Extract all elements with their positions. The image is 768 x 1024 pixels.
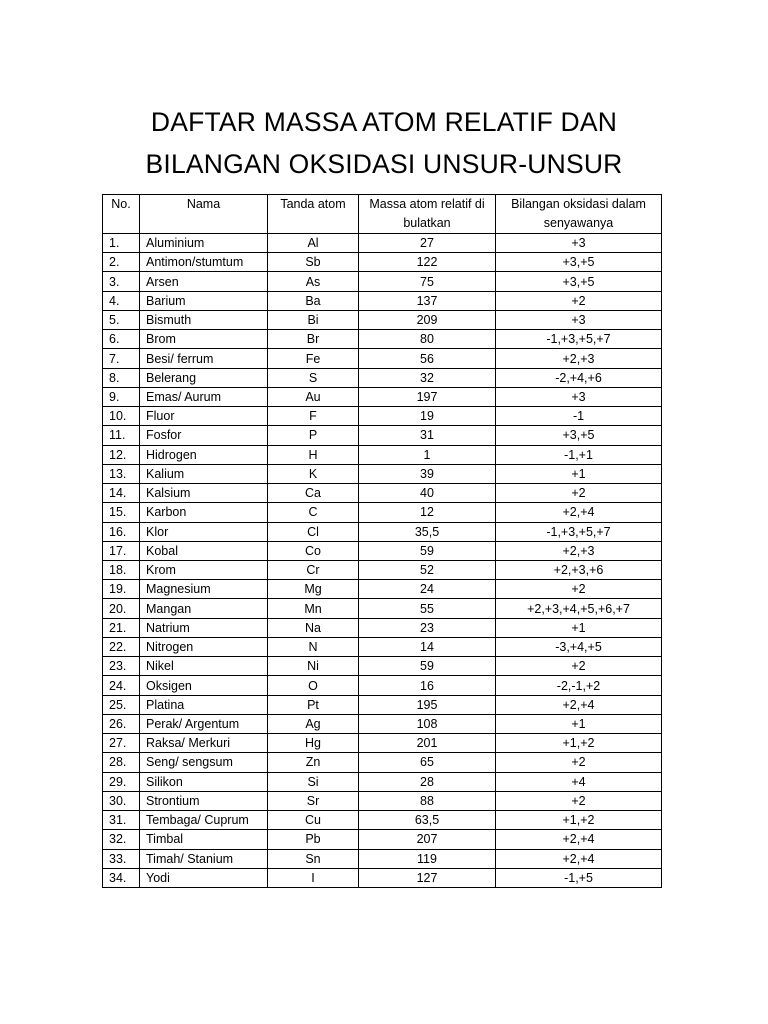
- cell-tanda-atom: Ag: [268, 714, 359, 733]
- cell-tanda-atom: Pt: [268, 695, 359, 714]
- cell-bilangan-oksidasi: -2,+4,+6: [496, 368, 662, 387]
- cell-no: 1.: [103, 234, 140, 253]
- cell-nama: Silikon: [140, 772, 268, 791]
- cell-tanda-atom: Bi: [268, 310, 359, 329]
- cell-massa-atom: 23: [359, 618, 496, 637]
- cell-no: 23.: [103, 657, 140, 676]
- table-row: [103, 464, 662, 483]
- cell-no: 15.: [103, 503, 140, 522]
- cell-tanda-atom: Sn: [268, 849, 359, 868]
- cell-tanda-atom: Mg: [268, 580, 359, 599]
- cell-bilangan-oksidasi: +2,+4: [496, 830, 662, 849]
- cell-no: 21.: [103, 618, 140, 637]
- table-row: [103, 830, 662, 849]
- cell-bilangan-oksidasi: +1,+2: [496, 734, 662, 753]
- cell-massa-atom: 75: [359, 272, 496, 291]
- cell-nama: Fluor: [140, 407, 268, 426]
- cell-tanda-atom: O: [268, 676, 359, 695]
- cell-no: 33.: [103, 849, 140, 868]
- cell-bilangan-oksidasi: +1: [496, 464, 662, 483]
- cell-massa-atom: 207: [359, 830, 496, 849]
- cell-massa-atom: 27: [359, 234, 496, 253]
- cell-no: 2.: [103, 253, 140, 272]
- table-row: [103, 753, 662, 772]
- cell-no: 25.: [103, 695, 140, 714]
- header-bilangan-oksidasi: Bilangan oksidasi dalam senyawanya: [496, 195, 662, 234]
- cell-bilangan-oksidasi: +2: [496, 791, 662, 810]
- table-row: [103, 772, 662, 791]
- cell-massa-atom: 31: [359, 426, 496, 445]
- table-row: [103, 714, 662, 733]
- cell-massa-atom: 1: [359, 445, 496, 464]
- cell-nama: Strontium: [140, 791, 268, 810]
- cell-no: 12.: [103, 445, 140, 464]
- cell-tanda-atom: N: [268, 637, 359, 656]
- cell-tanda-atom: Ni: [268, 657, 359, 676]
- cell-nama: Arsen: [140, 272, 268, 291]
- table-row: [103, 291, 662, 310]
- cell-massa-atom: 35,5: [359, 522, 496, 541]
- cell-tanda-atom: Sr: [268, 791, 359, 810]
- table-row: [103, 426, 662, 445]
- cell-massa-atom: 65: [359, 753, 496, 772]
- cell-no: 18.: [103, 560, 140, 579]
- cell-tanda-atom: H: [268, 445, 359, 464]
- cell-bilangan-oksidasi: +1: [496, 618, 662, 637]
- cell-bilangan-oksidasi: +1: [496, 714, 662, 733]
- cell-bilangan-oksidasi: +2,+3,+6: [496, 560, 662, 579]
- cell-tanda-atom: F: [268, 407, 359, 426]
- cell-no: 31.: [103, 811, 140, 830]
- cell-bilangan-oksidasi: +3: [496, 234, 662, 253]
- cell-bilangan-oksidasi: +3,+5: [496, 426, 662, 445]
- cell-massa-atom: 59: [359, 657, 496, 676]
- cell-massa-atom: 122: [359, 253, 496, 272]
- cell-nama: Kobal: [140, 541, 268, 560]
- cell-massa-atom: 28: [359, 772, 496, 791]
- cell-nama: Kalium: [140, 464, 268, 483]
- cell-bilangan-oksidasi: +4: [496, 772, 662, 791]
- cell-nama: Krom: [140, 560, 268, 579]
- table-row: [103, 811, 662, 830]
- cell-nama: Emas/ Aurum: [140, 387, 268, 406]
- cell-tanda-atom: Cr: [268, 560, 359, 579]
- cell-bilangan-oksidasi: +3,+5: [496, 253, 662, 272]
- cell-massa-atom: 80: [359, 330, 496, 349]
- table-row: [103, 849, 662, 868]
- cell-massa-atom: 88: [359, 791, 496, 810]
- cell-nama: Hidrogen: [140, 445, 268, 464]
- cell-massa-atom: 137: [359, 291, 496, 310]
- cell-tanda-atom: Pb: [268, 830, 359, 849]
- cell-nama: Nitrogen: [140, 637, 268, 656]
- cell-massa-atom: 39: [359, 464, 496, 483]
- cell-bilangan-oksidasi: -2,-1,+2: [496, 676, 662, 695]
- cell-no: 17.: [103, 541, 140, 560]
- title-line-2: BILANGAN OKSIDASI UNSUR-UNSUR: [145, 149, 623, 179]
- cell-no: 6.: [103, 330, 140, 349]
- cell-bilangan-oksidasi: +2,+3: [496, 541, 662, 560]
- cell-massa-atom: 40: [359, 484, 496, 503]
- cell-nama: Fosfor: [140, 426, 268, 445]
- cell-bilangan-oksidasi: +2: [496, 484, 662, 503]
- table-row: [103, 349, 662, 368]
- cell-no: 16.: [103, 522, 140, 541]
- cell-no: 30.: [103, 791, 140, 810]
- cell-no: 3.: [103, 272, 140, 291]
- cell-nama: Tembaga/ Cuprum: [140, 811, 268, 830]
- cell-nama: Raksa/ Merkuri: [140, 734, 268, 753]
- table-body: [103, 234, 662, 888]
- cell-tanda-atom: Co: [268, 541, 359, 560]
- cell-nama: Antimon/stumtum: [140, 253, 268, 272]
- cell-bilangan-oksidasi: +3: [496, 310, 662, 329]
- cell-nama: Natrium: [140, 618, 268, 637]
- cell-tanda-atom: Zn: [268, 753, 359, 772]
- cell-nama: Magnesium: [140, 580, 268, 599]
- cell-tanda-atom: Si: [268, 772, 359, 791]
- cell-nama: Timah/ Stanium: [140, 849, 268, 868]
- cell-massa-atom: 63,5: [359, 811, 496, 830]
- table-row: [103, 580, 662, 599]
- table-row: [103, 657, 662, 676]
- cell-massa-atom: 14: [359, 637, 496, 656]
- cell-bilangan-oksidasi: +1,+2: [496, 811, 662, 830]
- cell-bilangan-oksidasi: -1,+3,+5,+7: [496, 522, 662, 541]
- cell-bilangan-oksidasi: +2: [496, 580, 662, 599]
- cell-nama: Bismuth: [140, 310, 268, 329]
- table-row: [103, 599, 662, 618]
- cell-no: 9.: [103, 387, 140, 406]
- cell-no: 20.: [103, 599, 140, 618]
- cell-bilangan-oksidasi: +2: [496, 753, 662, 772]
- cell-tanda-atom: Al: [268, 234, 359, 253]
- cell-no: 28.: [103, 753, 140, 772]
- table-row: [103, 272, 662, 291]
- table-row: [103, 484, 662, 503]
- cell-nama: Mangan: [140, 599, 268, 618]
- cell-massa-atom: 195: [359, 695, 496, 714]
- cell-bilangan-oksidasi: +2,+4: [496, 503, 662, 522]
- cell-massa-atom: 56: [359, 349, 496, 368]
- cell-bilangan-oksidasi: -1,+3,+5,+7: [496, 330, 662, 349]
- cell-massa-atom: 59: [359, 541, 496, 560]
- cell-nama: Barium: [140, 291, 268, 310]
- cell-bilangan-oksidasi: +2,+3,+4,+5,+6,+7: [496, 599, 662, 618]
- cell-no: 4.: [103, 291, 140, 310]
- cell-tanda-atom: Hg: [268, 734, 359, 753]
- table-row: [103, 791, 662, 810]
- cell-no: 32.: [103, 830, 140, 849]
- cell-bilangan-oksidasi: +2: [496, 657, 662, 676]
- table-row: [103, 522, 662, 541]
- cell-tanda-atom: C: [268, 503, 359, 522]
- cell-no: 14.: [103, 484, 140, 503]
- cell-nama: Brom: [140, 330, 268, 349]
- cell-tanda-atom: Ba: [268, 291, 359, 310]
- cell-tanda-atom: Na: [268, 618, 359, 637]
- header-tanda-atom: Tanda atom: [268, 195, 359, 234]
- cell-massa-atom: 55: [359, 599, 496, 618]
- cell-nama: Timbal: [140, 830, 268, 849]
- cell-tanda-atom: Au: [268, 387, 359, 406]
- table-row: [103, 676, 662, 695]
- cell-nama: Yodi: [140, 868, 268, 887]
- cell-massa-atom: 52: [359, 560, 496, 579]
- cell-tanda-atom: Br: [268, 330, 359, 349]
- cell-bilangan-oksidasi: +2,+3: [496, 349, 662, 368]
- cell-tanda-atom: Mn: [268, 599, 359, 618]
- cell-tanda-atom: K: [268, 464, 359, 483]
- table-row: [103, 407, 662, 426]
- cell-nama: Platina: [140, 695, 268, 714]
- cell-massa-atom: 209: [359, 310, 496, 329]
- header-nama: Nama: [140, 195, 268, 234]
- table-row: [103, 387, 662, 406]
- cell-no: 34.: [103, 868, 140, 887]
- cell-no: 11.: [103, 426, 140, 445]
- table-row: [103, 234, 662, 253]
- cell-bilangan-oksidasi: +3: [496, 387, 662, 406]
- cell-massa-atom: 108: [359, 714, 496, 733]
- cell-massa-atom: 119: [359, 849, 496, 868]
- table-row: [103, 445, 662, 464]
- cell-massa-atom: 201: [359, 734, 496, 753]
- cell-tanda-atom: Sb: [268, 253, 359, 272]
- document-title: [0, 101, 768, 185]
- cell-tanda-atom: S: [268, 368, 359, 387]
- cell-no: 26.: [103, 714, 140, 733]
- cell-nama: Klor: [140, 522, 268, 541]
- cell-bilangan-oksidasi: -1,+1: [496, 445, 662, 464]
- cell-no: 27.: [103, 734, 140, 753]
- table-row: [103, 503, 662, 522]
- table-row: [103, 560, 662, 579]
- cell-tanda-atom: Fe: [268, 349, 359, 368]
- cell-bilangan-oksidasi: +3,+5: [496, 272, 662, 291]
- cell-bilangan-oksidasi: -1,+5: [496, 868, 662, 887]
- cell-bilangan-oksidasi: +2,+4: [496, 849, 662, 868]
- cell-tanda-atom: Cu: [268, 811, 359, 830]
- cell-nama: Nikel: [140, 657, 268, 676]
- table-row: [103, 253, 662, 272]
- cell-bilangan-oksidasi: +2,+4: [496, 695, 662, 714]
- header-no: No.: [103, 195, 140, 234]
- cell-tanda-atom: Cl: [268, 522, 359, 541]
- cell-massa-atom: 197: [359, 387, 496, 406]
- cell-tanda-atom: Ca: [268, 484, 359, 503]
- cell-nama: Seng/ sengsum: [140, 753, 268, 772]
- cell-no: 8.: [103, 368, 140, 387]
- table-row: [103, 618, 662, 637]
- cell-bilangan-oksidasi: -1: [496, 407, 662, 426]
- cell-no: 10.: [103, 407, 140, 426]
- cell-nama: Aluminium: [140, 234, 268, 253]
- table-row: [103, 310, 662, 329]
- cell-massa-atom: 19: [359, 407, 496, 426]
- cell-nama: Belerang: [140, 368, 268, 387]
- cell-nama: Kalsium: [140, 484, 268, 503]
- cell-nama: Karbon: [140, 503, 268, 522]
- table-row: [103, 330, 662, 349]
- table-row: [103, 868, 662, 887]
- cell-no: 19.: [103, 580, 140, 599]
- table-row: [103, 734, 662, 753]
- cell-nama: Besi/ ferrum: [140, 349, 268, 368]
- cell-massa-atom: 12: [359, 503, 496, 522]
- cell-tanda-atom: P: [268, 426, 359, 445]
- table-row: [103, 368, 662, 387]
- cell-no: 5.: [103, 310, 140, 329]
- cell-no: 24.: [103, 676, 140, 695]
- header-massa-atom: Massa atom relatif di bulatkan: [359, 195, 496, 234]
- cell-massa-atom: 24: [359, 580, 496, 599]
- title-line-1: DAFTAR MASSA ATOM RELATIF DAN: [150, 107, 618, 137]
- cell-massa-atom: 127: [359, 868, 496, 887]
- cell-nama: Oksigen: [140, 676, 268, 695]
- cell-massa-atom: 16: [359, 676, 496, 695]
- cell-tanda-atom: As: [268, 272, 359, 291]
- cell-bilangan-oksidasi: +2: [496, 291, 662, 310]
- cell-no: 7.: [103, 349, 140, 368]
- cell-no: 22.: [103, 637, 140, 656]
- cell-bilangan-oksidasi: -3,+4,+5: [496, 637, 662, 656]
- table-row: [103, 541, 662, 560]
- table-header-row: [103, 195, 662, 234]
- cell-tanda-atom: I: [268, 868, 359, 887]
- cell-no: 13.: [103, 464, 140, 483]
- cell-no: 29.: [103, 772, 140, 791]
- table-row: [103, 695, 662, 714]
- element-table: [102, 194, 662, 888]
- cell-massa-atom: 32: [359, 368, 496, 387]
- cell-nama: Perak/ Argentum: [140, 714, 268, 733]
- table-row: [103, 637, 662, 656]
